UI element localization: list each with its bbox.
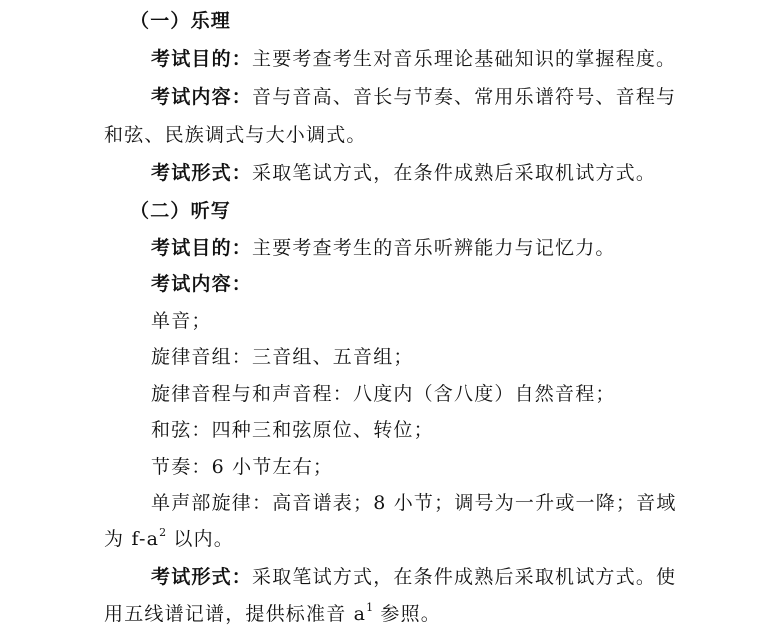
section-1-content-paragraph (151, 85, 676, 109)
vocal-range-line (104, 527, 234, 551)
form-text-2-prefix: 用五线谱记谱，提供标准音 a (104, 603, 367, 625)
section-2-form-label: 考试形式： (151, 566, 253, 588)
section-1-purpose-paragraph (151, 47, 676, 71)
section-1-form-text: 采取笔试方式，在条件成熟后采取机试方式。 (252, 162, 657, 184)
list-item: 单音； (151, 310, 212, 332)
list-item: 旋律音组：三音组、五音组； (151, 346, 414, 368)
form-text-2-superscript: 1 (366, 600, 374, 614)
list-item: 节奏：6 小节左右； (151, 456, 334, 478)
range-suffix: 以内。 (166, 528, 234, 550)
form-text-2-suffix: 参照。 (373, 603, 442, 625)
section-2-purpose-label: 考试目的： (151, 237, 253, 259)
list-item: 单声部旋律：高音谱表；8 小节；调号为一升或一降；音域 (151, 492, 677, 514)
section-1-content-text-1: 音与音高、音长与节奏、常用乐谱符号、音程与 (252, 86, 677, 108)
section-1-purpose-text: 主要考查考生对音乐理论基础知识的掌握程度。 (252, 48, 677, 70)
list-item: 和弦：四种三和弦原位、转位； (151, 419, 434, 441)
section-2-purpose-text: 主要考查考生的音乐听辨能力与记忆力。 (252, 237, 616, 259)
section-2-form-text-1: 采取笔试方式，在条件成熟后采取机试方式。使 (252, 566, 677, 588)
section-2-purpose-paragraph (151, 236, 616, 260)
list-item: 旋律音程与和声音程：八度内（含八度）自然音程； (151, 383, 616, 405)
range-prefix: 为 f-a (104, 528, 160, 550)
section-1-content-label: 考试内容： (151, 86, 253, 108)
section-2-content-label: 考试内容： (151, 273, 253, 295)
section-2-form-paragraph (151, 565, 676, 589)
section-1-form-label: 考试形式： (151, 162, 253, 184)
range-superscript: 2 (159, 525, 167, 539)
section-1-purpose-label: 考试目的： (151, 48, 253, 70)
section-1-heading: （一）乐理 (130, 10, 232, 32)
section-1-content-text-2: 和弦、民族调式与大小调式。 (104, 124, 367, 146)
section-1-form-paragraph (151, 161, 656, 185)
section-2-heading: （二）听写 (130, 200, 232, 222)
section-2-form-text-2 (104, 602, 441, 626)
